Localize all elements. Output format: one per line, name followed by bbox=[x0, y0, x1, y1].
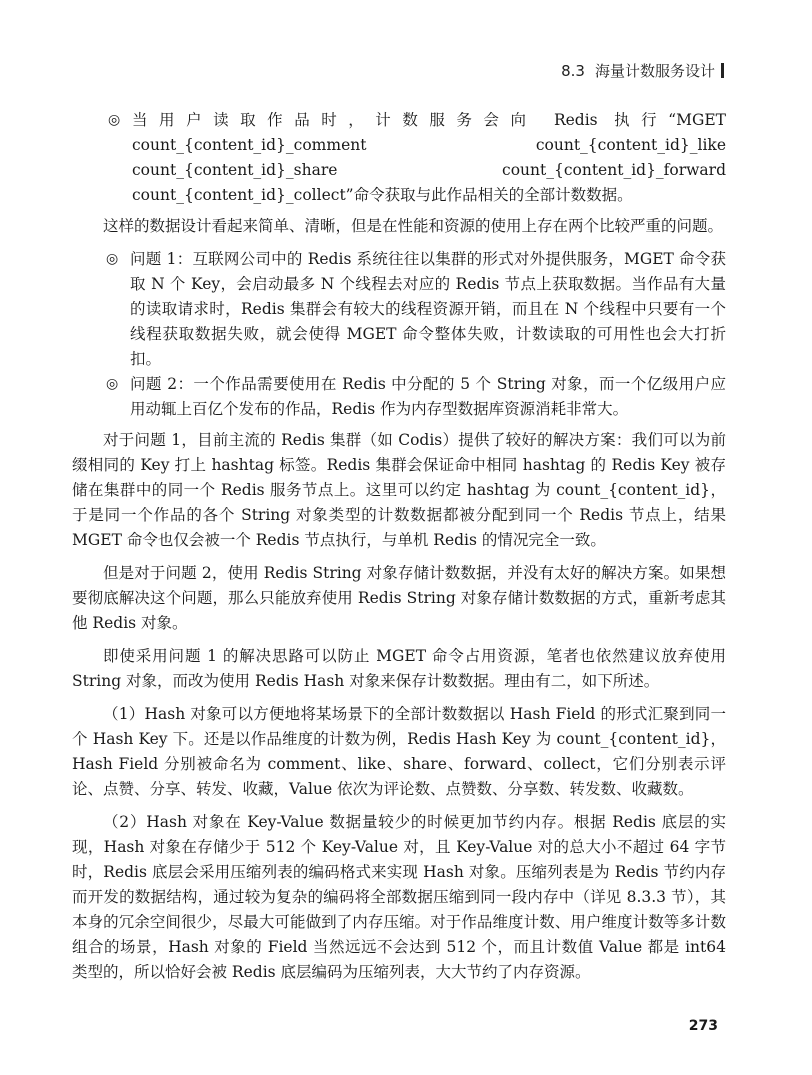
double-circle-bullet-icon: ◎ bbox=[106, 376, 119, 392]
paragraph-reason-2: （2）Hash 对象在 Key-Value 数据量较少的时候更加节约内存。根据 Redis 底层的实现，Hash 对象在存储少于 512 个 Key-Value 对，且 Key-Value 对的总大小不超过 64 字节时，Redis 底层会采用压缩列表的编码格式来实现 Hash 对象。压缩列表是为 Redis 节约内存而开发的数据结构，通过较为复杂的编码将全部数据压缩到同一段内存中（详见 8.3.3 节），其本身的冗余空间很少，尽最大可能做到了内存压缩。对于作品维度计数、用户维度计数等多计数组合的场景，Hash 对象的 Field 当然远远不会达到 512 个，而且计数值 Value 都是 int64 类型的，所以恰好会被 Redis 底层编码为压缩列表，大大节约了内存资源。 bbox=[72, 813, 726, 981]
header-rule bbox=[721, 63, 724, 78]
paragraph-problem1-solution: 对于问题 1，目前主流的 Redis 集群（如 Codis）提供了较好的解决方案：我们可以为前缀相同的 Key 打上 hashtag 标签。Redis 集群会保证命中相同 hashtag 的 Redis Key 被存储在集群中的同一个 Redis 服务节点上。这里可以约定 hashtag 为 count_{content_id}，于是同一个作品的各个 String 对象类型的计数数据都被分配到同一个 Redis 节点上，结果 MGET 命令也仅会被一个 Redis 节点执行，与单机 Redis 的情况完全一致。 bbox=[72, 431, 726, 549]
double-circle-bullet-icon: ◎ bbox=[106, 251, 119, 267]
page-body bbox=[72, 108, 726, 993]
bullet-problem-1 bbox=[72, 247, 726, 372]
page-number: 273 bbox=[688, 1018, 718, 1034]
bullet-mget-read bbox=[72, 108, 726, 208]
running-header bbox=[561, 60, 724, 81]
bullet-text: 当用户读取作品时，计数服务会向 Redis 执行“MGET count_{content_id}_comment count_{content_id}_like count_{content_id}_share count_{content_id}_forward count_{content_id}_collect”命令获取与此作品相关的全部计数数据。 bbox=[132, 111, 726, 204]
paragraph-reason-1: （1）Hash 对象可以方便地将某场景下的全部计数数据以 Hash Field 的形式汇聚到同一个 Hash Key 下。还是以作品维度的计数为例，Redis Hash Key 为 count_{content_id}，Hash Field 分别被命名为 comment、like、share、forward、collect，它们分别表示评论、点赞、分享、转发、收藏，Value 依次为评论数、点赞数、分享数、转发数、收藏数。 bbox=[72, 705, 726, 798]
paragraph-intro: 这样的数据设计看起来简单、清晰，但是在性能和资源的使用上存在两个比较严重的问题。 bbox=[103, 217, 724, 235]
bullet-text: 问题 1：互联网公司中的 Redis 系统往往以集群的形式对外提供服务，MGET 命令获取 N 个 Key，会启动最多 N 个线程去对应的 Redis 节点上获取数据。当作品有大量的读取请求时，Redis 集群会有较大的线程资源开销，而且在 N 个线程中只要有一个线程获取数据失败，就会使得 MGET 命令整体失败，计数读取的可用性也会大打折扣。 bbox=[130, 250, 726, 368]
bullet-text: 问题 2：一个作品需要使用在 Redis 中分配的 5 个 String 对象，而一个亿级用户应用动辄上百亿个发布的作品，Redis 作为内存型数据库资源消耗非常大。 bbox=[130, 375, 726, 418]
section-title: 海量计数服务设计 bbox=[594, 62, 715, 80]
bullet-problem-2 bbox=[72, 372, 726, 422]
paragraph-problem2: 但是对于问题 2，使用 Redis String 对象存储计数数据，并没有太好的解决方案。如果想要彻底解决这个问题，那么只能放弃使用 Redis String 对象存储计数数据的方式，重新考虑其他 Redis 对象。 bbox=[72, 564, 726, 632]
paragraph-hash-reason: 即使采用问题 1 的解决思路可以防止 MGET 命令占用资源，笔者也依然建议放弃使用 String 对象，而改为使用 Redis Hash 对象来保存计数数据。理由有二，如下所述。 bbox=[72, 647, 726, 690]
section-number: 8.3 bbox=[561, 62, 585, 80]
double-circle-bullet-icon: ◎ bbox=[108, 112, 121, 128]
